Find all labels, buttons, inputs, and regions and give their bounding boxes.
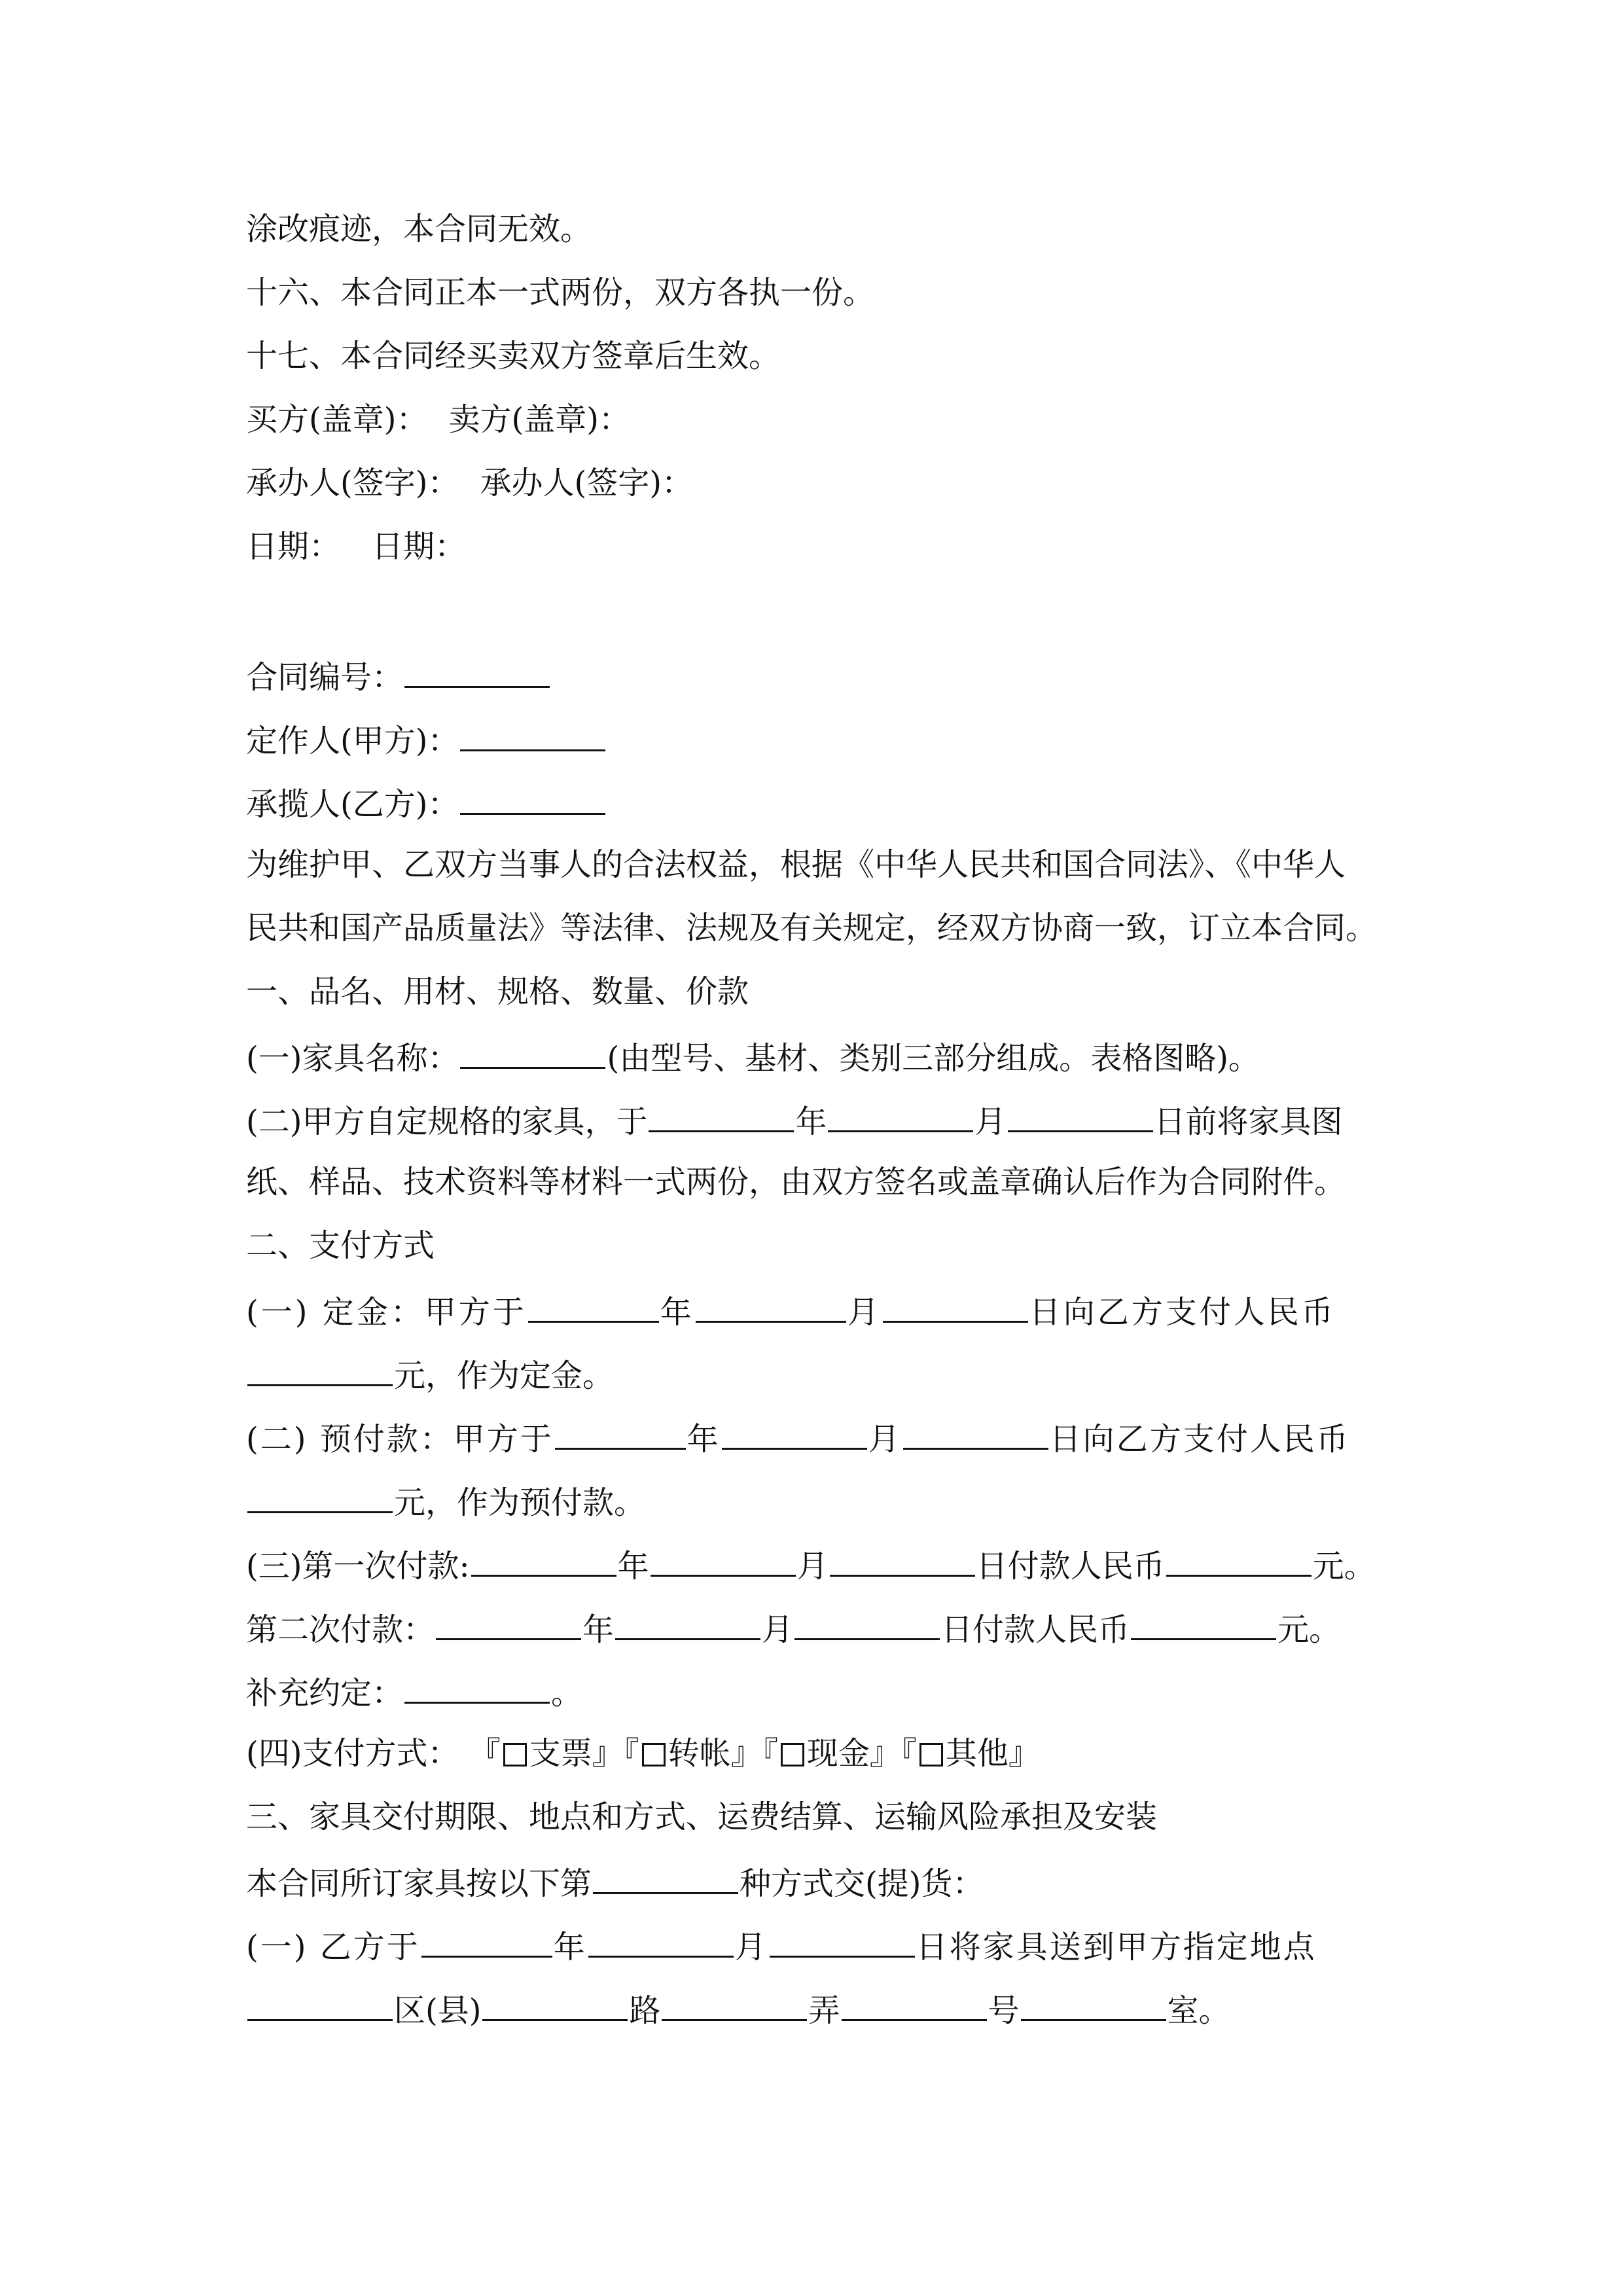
- second-year-blank[interactable]: [436, 1600, 581, 1640]
- prepay-amount-row: 元，作为预付款。: [246, 1473, 645, 1526]
- second-month-blank[interactable]: [615, 1600, 760, 1640]
- second-amount-blank[interactable]: [1131, 1600, 1276, 1640]
- first-payment-row: (三)第一次付款: 年 月 日付款人民币 元。: [246, 1537, 1376, 1589]
- first-day-blank[interactable]: [830, 1537, 975, 1577]
- delivery-date-row: (一) 乙方于 年 月 日将家具送到甲方指定地点: [246, 1918, 1317, 1970]
- deposit-year-blank[interactable]: [528, 1283, 659, 1323]
- address-city-blank[interactable]: [247, 1981, 393, 2021]
- first-month-blank[interactable]: [651, 1537, 796, 1577]
- address-road-blank[interactable]: [662, 1981, 807, 2021]
- delivery-mode-row: 本合同所订家具按以下第 种方式交(提)货：: [246, 1854, 984, 1907]
- transfer-checkbox[interactable]: [642, 1743, 666, 1767]
- buyer-seal-label: 买方(盖章)：: [246, 401, 428, 438]
- clause-16: 十六、本合同正本一式两份，双方各执一份。: [246, 274, 875, 311]
- clause-17: 十七、本合同经买卖双方签章后生效。: [246, 338, 781, 374]
- party-a-row: 定作人(甲方)：: [246, 711, 607, 764]
- seller-seal-label: 卖方(盖章)：: [448, 401, 630, 438]
- section-1-title: 一、品名、用材、规格、数量、价款: [246, 973, 749, 1010]
- prepay-row: (二) 预付款：甲方于 年 月 日向乙方支付人民币: [246, 1410, 1350, 1462]
- supplement-row: 补充约定： 。: [246, 1664, 582, 1716]
- custom-spec-row: (二)甲方自定规格的家具，于 年 月 日前将家具图: [246, 1092, 1343, 1145]
- cheque-checkbox[interactable]: [503, 1743, 527, 1767]
- spec-day-blank[interactable]: [1008, 1092, 1153, 1132]
- delivery-month-blank[interactable]: [588, 1918, 734, 1958]
- first-amount-blank[interactable]: [1166, 1537, 1311, 1577]
- deposit-day-blank[interactable]: [883, 1283, 1028, 1323]
- cheque-label: 支票: [529, 1735, 592, 1772]
- seller-date-label: 日期：: [372, 528, 467, 565]
- prepay-amount-blank[interactable]: [247, 1473, 393, 1513]
- deposit-amount-blank[interactable]: [247, 1346, 393, 1386]
- payment-method-row: (四)支付方式： 『 支票』『 转帐』『 现金』『 其他』: [246, 1735, 1040, 1772]
- delivery-mode-blank[interactable]: [593, 1854, 738, 1894]
- deposit-amount-row: 元，作为定金。: [246, 1346, 614, 1399]
- second-day-blank[interactable]: [794, 1600, 940, 1640]
- section-2-title: 二、支付方式: [246, 1227, 435, 1264]
- custom-spec-line-2: 纸、样品、技术资料等材料一式两份，由双方签名或盖章确认后作为合同附件。: [246, 1164, 1346, 1200]
- delivery-year-blank[interactable]: [421, 1918, 552, 1958]
- preamble-line-2: 民共和国产品质量法》等法律、法规及有关规定，经双方协商一致，订立本合同。: [246, 910, 1378, 946]
- contract-number-blank[interactable]: [404, 648, 550, 688]
- deposit-month-blank[interactable]: [696, 1283, 846, 1323]
- first-year-blank[interactable]: [471, 1537, 616, 1577]
- preamble-line-1: 为维护甲、乙双方当事人的合法权益，根据《中华人民共和国合同法》、《中华人: [246, 846, 1346, 883]
- continuation-line-1: 涂改痕迹，本合同无效。: [246, 211, 592, 247]
- prepay-year-blank[interactable]: [555, 1410, 686, 1450]
- signature-handler-row: [246, 457, 693, 509]
- seller-handler-label: 承办人(签字)：: [480, 465, 693, 501]
- party-b-row: 承揽人(乙方)：: [246, 775, 607, 827]
- furniture-name-blank[interactable]: [460, 1029, 605, 1069]
- furniture-name-row: (一)家具名称： (由型号、基材、类别三部分组成。表格图略)。: [246, 1029, 1260, 1081]
- party-a-blank[interactable]: [460, 711, 605, 751]
- party-b-blank[interactable]: [460, 775, 605, 815]
- cash-label: 现金: [806, 1735, 870, 1772]
- signature-seal-row: [246, 393, 630, 446]
- delivery-address-row: 区(县) 路 弄 号 室。: [246, 1981, 1230, 2034]
- second-payment-row: 第二次付款： 年 月 日付款人民币 元。: [246, 1600, 1340, 1653]
- cash-checkbox[interactable]: [781, 1743, 804, 1767]
- other-label: 其他: [945, 1735, 1008, 1772]
- deposit-row: (一) 定金：甲方于 年 月 日向乙方支付人民币: [246, 1283, 1336, 1335]
- prepay-month-blank[interactable]: [722, 1410, 867, 1450]
- delivery-day-blank[interactable]: [770, 1918, 915, 1958]
- prepay-day-blank[interactable]: [903, 1410, 1048, 1450]
- supplement-blank[interactable]: [404, 1664, 550, 1704]
- contract-number-row: 合同编号：: [246, 648, 551, 700]
- buyer-handler-label: 承办人(签字)：: [246, 465, 459, 501]
- other-checkbox[interactable]: [919, 1743, 943, 1767]
- address-number-blank[interactable]: [1021, 1981, 1166, 2021]
- signature-date-row: [246, 520, 466, 573]
- address-district-blank[interactable]: [482, 1981, 628, 2021]
- buyer-date-label: 日期：: [246, 528, 341, 565]
- section-3-title: 三、家具交付期限、地点和方式、运费结算、运输风险承担及安装: [246, 1799, 1158, 1835]
- transfer-label: 转帐: [668, 1735, 731, 1772]
- spec-year-blank[interactable]: [649, 1092, 794, 1132]
- spec-month-blank[interactable]: [828, 1092, 973, 1132]
- address-lane-blank[interactable]: [842, 1981, 987, 2021]
